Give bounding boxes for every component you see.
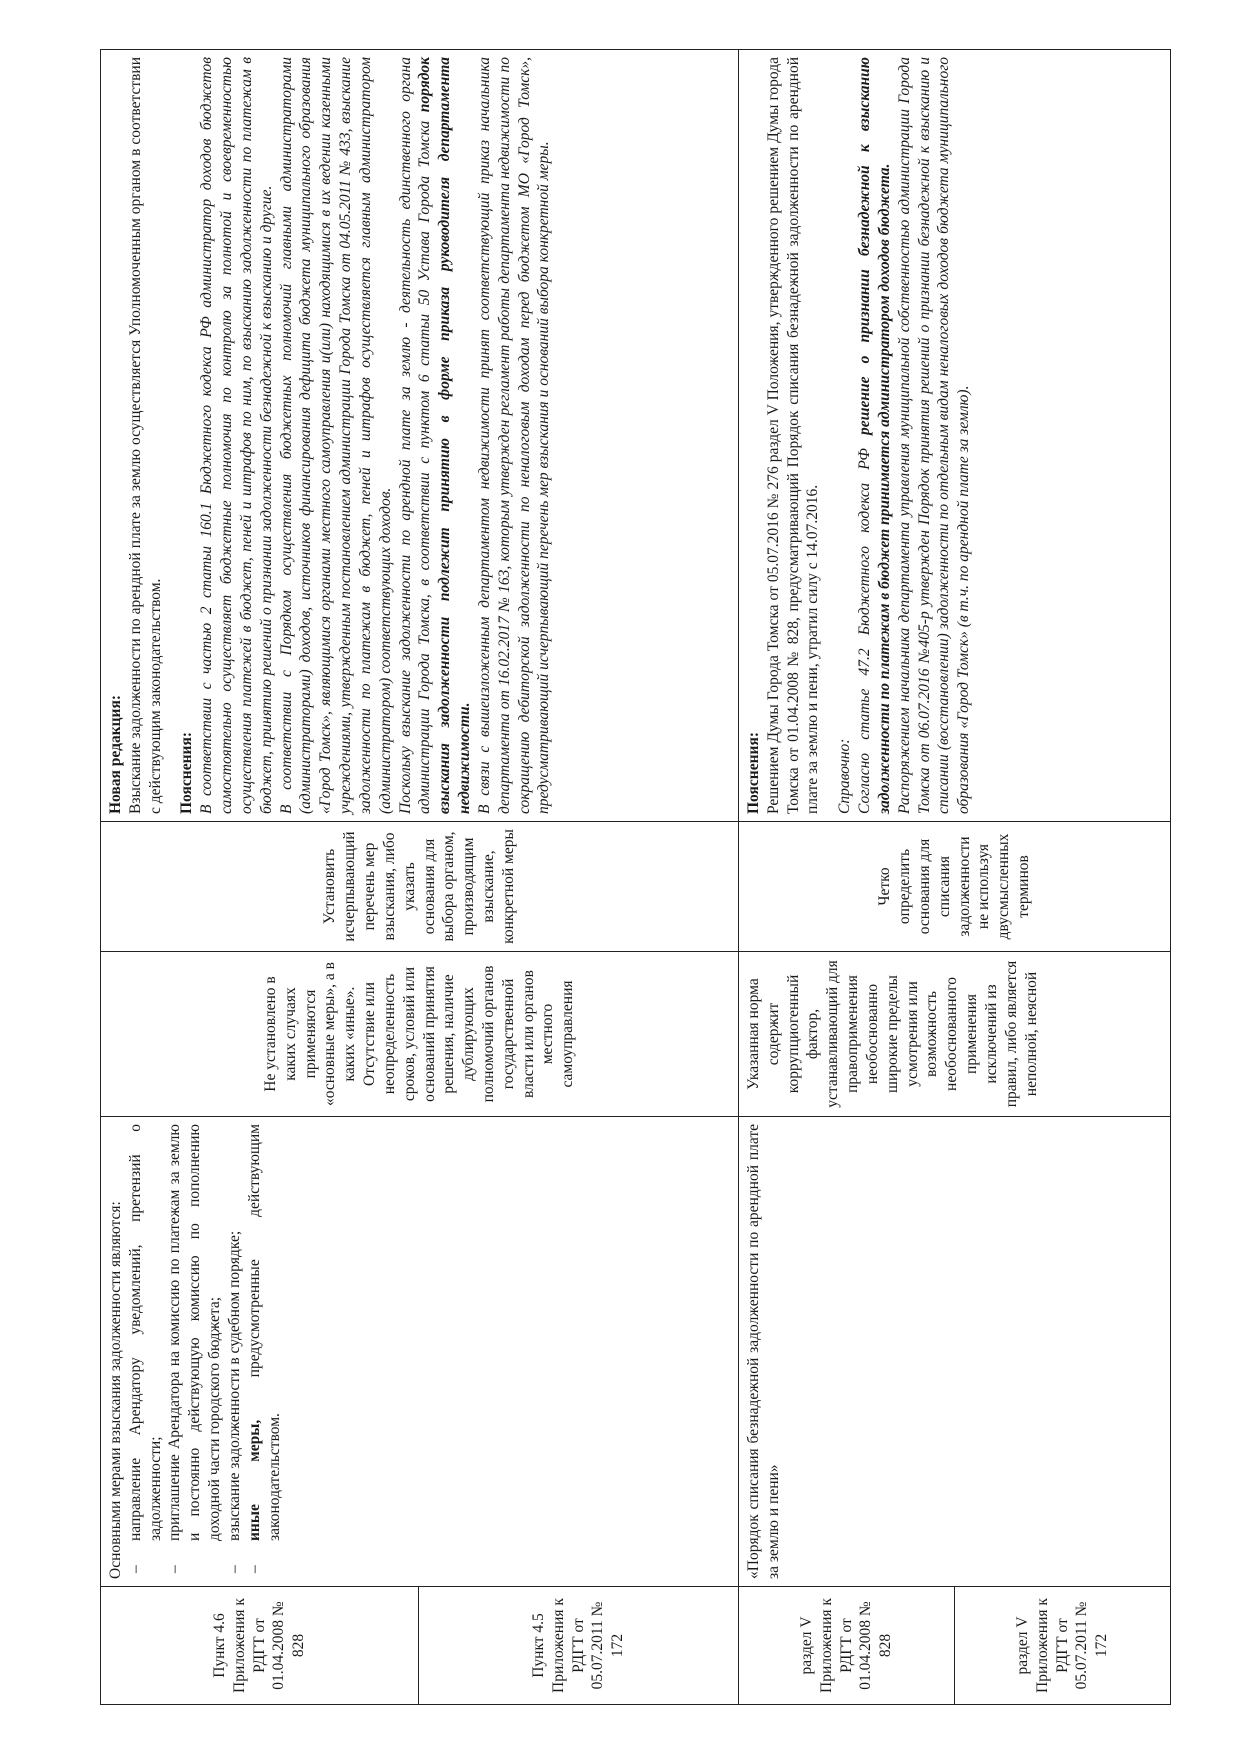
norm-intro: Основными мерами взыскания задолженности являются: (107, 1201, 124, 1579)
list-item: – взыскание задолженности в судебном порядке; (225, 1124, 245, 1541)
explanation-text: Поскольку взыскание задолженности по арендной плате за землю - деятельность единственного органа администрации Города Томска, в соответствии с пунктом 6 статьи 50 Устава Города Томска (396, 57, 434, 814)
explanation-bold: порядок взыскания задолженности подлежит принятию в форме приказа руководителя департамента недвижимости. (416, 57, 474, 814)
factor-cell: Указанная норма содержит коррупциогенный фактор, устанавливающий для правоприменения необоснованно широкие пределы усмотрения или возможность необоснованного применения исключений из правил, либо является неполной, неясной (739, 952, 1171, 1117)
norm-cell (101, 1117, 739, 1587)
explanation-paragraph: Решением Думы Города Томска от 05.07.2016 № 276 раздел V Положения, утвержденного решением Думы города Томска от 01.04.2008 № 828, предусматривающий Порядок списания безнадежной задолженности по арендной плате за землю и пени, утратил силу с 14.07.2016. (764, 57, 822, 814)
new-edition-cell (101, 50, 739, 822)
reference-cell: Пункт 4.6 Приложения к РДГТ от 01.04.2008 № 828 (101, 1587, 419, 1705)
explanation-paragraph (396, 57, 475, 814)
new-edition-text: Взыскание задолженности по арендной плате за землю осуществляется Уполномоченным органом в соответствии с действующим законодательством. (126, 57, 164, 814)
explanation-paragraph: В соответствии с частью 2 статьи 160.1 Бюджетного кодекса РФ администратор доходов бюджетов самостоятельно осуществляет бюджетные полномочия по контролю за полнотой и своевременностью осуществления платежей в бюджет, пеней и штрафов по ним, по взысканию задолженности по платежам в бюджет, принятию решений о признании задолженности безнадежной к взысканию и другие. (198, 57, 275, 814)
reference-paragraph (855, 57, 895, 814)
document-table (100, 49, 1171, 1705)
norm-cell: «Порядок списания безнадежной задолженности по арендной плате за землю и пени» (739, 1117, 1171, 1587)
table-row (101, 50, 419, 1705)
norm-last-rest: предусмотренные действующим законодательством. (245, 1124, 283, 1541)
explanation-cell (739, 50, 1171, 822)
new-edition-title: Новая редакция: (107, 694, 124, 814)
explanation-paragraph: В соответствии с Порядком осуществления бюджетных полномочий главными администраторами (администраторами) доходов, источников финансирования дефицита бюджета муниципального образования «Город Томск», являющимися органами местного самоуправления и(или) находящимися в их ведении казенными учреждениями, утвержденным постановлением администрации Города Томска от 04.05.2011 № 433, взыскание задолженности по платежам в бюджет, пеней и штрафов осуществляется главным администратором (администратором) соответствующих доходов. (277, 57, 394, 814)
proposal-cell: Установить исчерпывающий перечень мер взыскания, либо указать основания для выбора органом, производящим взыскание, конкретной меры (101, 822, 739, 952)
explanation-paragraph: В связи с вышеизложенным департаментом недвижимости принят соответствующий приказ начальника департамента от 16.02.2017 № 163, которым утвержден регламент работы департамента недвижимости по сокращению дебиторской задолженности по неналоговым доходам перед бюджетом МО «Город Томск», предусматривающий исчерпывающий перечень мер взыскания и оснований выбора конкретной меры. (475, 57, 553, 814)
list-item: – приглашение Арендатора на комиссию по платежам за землю и постоянно действующую комиссию по пополнению доходной части городского бюджета; (165, 1124, 224, 1541)
norm-list (126, 1124, 285, 1579)
reference-paragraph: Распоряжением начальника департамента управления муниципальной собственностью администрации Города Томска от 06.07.2016 №405-р утвержден Порядок принятия решений о признании безнадежной к взысканию и списании (восстановлении) задолженности по отдельным видам неналоговых доходов бюджета муниципального образования «Город Томск» (в т.ч. по арендной плате за землю). (895, 57, 973, 814)
rotated-page (100, 50, 1170, 1705)
list-item: – направление Арендатору уведомлений, претензий о задолженности; (126, 1124, 166, 1541)
reference-cell: раздел V Приложения к РДГТ от 05.07.2011 № 172 (955, 1587, 1171, 1705)
reference-cell: Пункт 4.5 Приложения к РДГТ от 05.07.2011 № 172 (419, 1587, 739, 1705)
norm-last-bold: иные меры, (245, 1419, 263, 1541)
reference-title: Справочно: (836, 738, 854, 814)
reference-cell: раздел V Приложения к РДГТ от 01.04.2008 № 828 (739, 1587, 955, 1705)
list-item (245, 1124, 285, 1541)
factor-cell: Не установлено в каких случаях применяются «основные меры», а в каких «иные». Отсутствие или неопределенность сроков, условий или оснований принятия решения, наличие дублирующих полномочий органов государственной власти или органов местного самоуправления (101, 952, 739, 1117)
proposal-cell: Четко определить основания для списания задолженности не используя двусмысленных терминов (739, 822, 1171, 952)
explanation-title: Пояснения: (745, 732, 762, 814)
reference-bold: решение о признании безнадежной к взысканию задолженности по платежам в бюджет принимается администратором доходов бюджета. (856, 56, 893, 814)
table-row (739, 50, 955, 1705)
reference-text: Согласно статье 47.2 Бюджетного кодекса РФ (856, 435, 874, 814)
explanation-title: Пояснения: (178, 732, 196, 814)
